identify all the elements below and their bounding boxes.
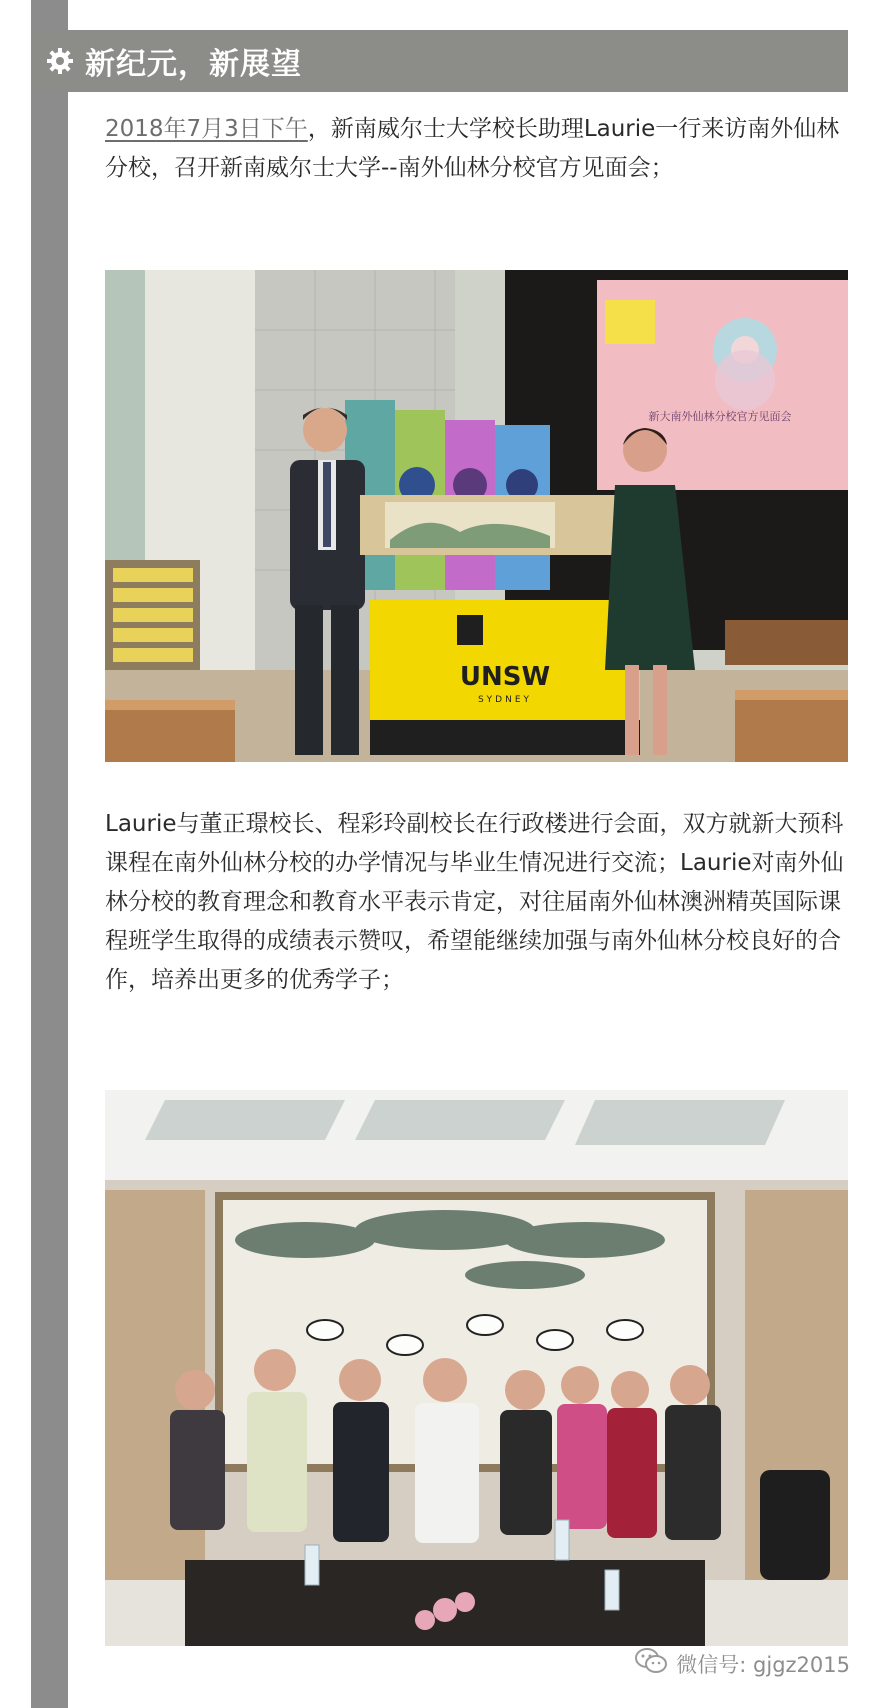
intro-text: ，新南威尔士大学校长助理Laurie一行来访南外仙林分校，召开新南威尔士大学--南外仙林分校官方见面会； <box>105 116 840 181</box>
gear-icon <box>43 44 77 78</box>
date-link[interactable]: 2018年7月3日下午 <box>105 116 308 142</box>
unsw-sub-text: SYDNEY <box>477 695 533 705</box>
meeting-paragraph: Laurie与董正璟校长、程彩玲副校长在行政楼进行会面，双方就新大预科课程在南外仙林分校的办学情况与毕业生情况进行交流；Laurie对南外仙林分校的教育理念和教育水平表示肯定，对往届南外仙林澳洲精英国际课程班学生取得的成绩表示赞叹，希望能继续加强与南外仙林分校良好的合作，培养出更多的优秀学子； <box>105 811 844 993</box>
wechat-icon <box>634 1647 668 1680</box>
section-title: 新纪元，新展望 <box>85 47 302 82</box>
photo-gift-presentation <box>105 270 848 762</box>
section-header <box>31 30 848 92</box>
wechat-id-text: 微信号: gjgz2015 <box>676 1652 850 1677</box>
photo-group-meeting <box>105 1090 848 1646</box>
unsw-logo-text: UNSW <box>459 662 551 692</box>
wechat-watermark <box>634 1647 850 1680</box>
screen-text: 新大南外仙林分校官方见面会 <box>648 410 792 423</box>
left-accent-bar <box>31 0 68 1708</box>
intro-paragraph <box>105 110 850 188</box>
